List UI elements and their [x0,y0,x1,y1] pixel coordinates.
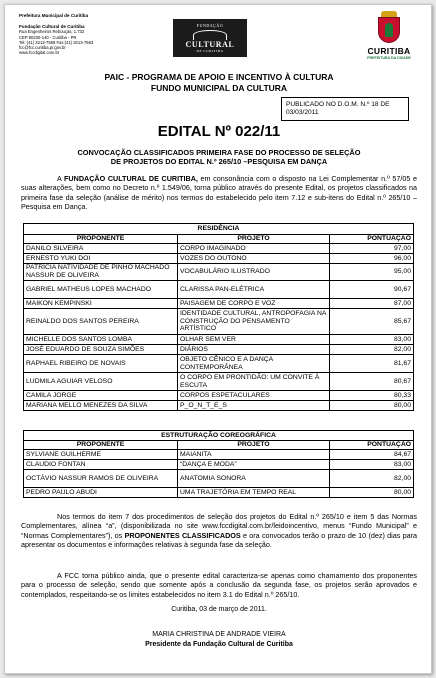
para2-pre: Nos termos do item 7 dos procedimentos de seleção dos projetos do Edital n.º 265/10 e item 5 das Normas Complementares, alínea “a”, (disponibilizada no site www.fccdigital.com.br/leidoincentivo, menus “Fundo Municipal” e “Normas Complementares”), os [21,512,417,540]
table-row: MAIKON KEMPINSKI PAISAGEM DE CORPO E VOZ 87,00 [24,299,414,309]
logo-arch-icon [193,30,227,40]
document-page [4,4,432,674]
address-line: Tel: (41) 3213-7559 Fax:(41) 3213-7563 [19,39,94,45]
table-row: MICHELLE DOS SANTOS LOMBA OLHAR SEM VER 83,00 [24,335,414,345]
residencia-table [23,223,414,411]
signature-name: MARIA CHRISTINA DE ANDRADE VIEIRA [152,631,286,638]
fundacao-cultural-logo [173,19,247,57]
table-section-title: RESIDÊNCIA [24,224,414,235]
col-header-projeto: PROJETO [178,441,330,450]
table-row: CLAUDIO FONTAN “DANÇA E MODA” 83,00 [24,460,414,470]
table-row: JOSÉ EDUARDO DE SOUZA SIMÕES DIÁRIOS 82,00 [24,345,414,355]
logo-small-text: FUNDAÇÃO [196,23,224,28]
table-row: MARIANA MELLO MENEZES DA SILVA P_O_N_T_E_S 80,00 [24,401,414,411]
curitiba-city-logo [357,11,421,60]
city-name: CURITIBA [367,46,411,56]
logo-big-text: CULTURAL [185,40,235,49]
prefeitura-label: Prefeitura Municipal de Curitiba [19,13,89,18]
estruturacao-table [23,430,414,498]
table-row: CAMILA JORGE CORPOS ESPETACULARES 80,33 [24,391,414,401]
address-line: Rua Engenheiros Rebouças, 1.732 [19,29,85,35]
fundacao-label: Fundação Cultural de Curitiba [19,24,85,30]
table-row: SYLVIANE GUILHERME MAIANITA 84,67 [24,450,414,460]
table-row: LUDMILA AGUIAR VELOSO O CORPO EM PRONTIDÃO: UM CONVITE À ESCUTA 80,67 [24,373,414,391]
header-address-block [19,13,139,55]
published-box: PUBLICADO NO D.O.M. N.º 18 DE 03/03/2011 [281,97,409,121]
col-header-proponente: PROPONENTE [24,235,178,244]
table-row: DANILO SILVEIRA CORPO IMAGINADO 97,00 [24,244,414,254]
table-row: REINALDO DOS SANTOS PEREIRA IDENTIDADE CULTURAL, ANTROPOFAGIA NA CONSTRUÇÃO DO PENSAMENTO ARTÍSTICO 85,67 [24,309,414,335]
table-row: OCTÁVIO NASSUR RAMOS DE OLIVEIRA ANATOMIA SONORA 82,00 [24,470,414,488]
table-section-title: ESTRUTURAÇÃO COREOGRÁFICA [24,431,414,441]
signature-title: Presidente da Fundação Cultural de Curitiba [145,641,293,648]
fund-title: FUNDO MUNICIPAL DA CULTURA [150,83,288,93]
table-row: GABRIEL MATHEUS LOPES MACHADO CLARISSA PAN-ELÉTRICA 90,67 [24,281,414,299]
intro-post: em consonância com o disposto na Lei Complementar n.º 57/05 e suas alterações, bem como no Decreto n.º 1.549/06, torna público através do presente Edital, os projetos classificados na primeira fase da seleção (análise de mérito) nos termos do estabelecido pelo item 7.12 e sub-itens do Edital n.º 265/10 – Pesquisa em Dança. [21,174,417,211]
col-header-pontuacao: PONTUAÇÃO [330,235,414,244]
col-header-proponente: PROPONENTE [24,441,178,450]
logo-line-text: DE CURITIBA [196,49,224,53]
subtitle-line-1: CONVOCAÇÃO CLASSIFICADOS PRIMEIRA FASE DO PROCESSO DE SELEÇÃO [77,148,361,157]
city-subtitle: PREFEITURA DA CIDADE [367,56,411,60]
table-row: PEDRO PAULO ABUDI UMA TRAJETÓRIA EM TEMPO REAL 80,00 [24,488,414,498]
para2-post: e ora convocados terão o prazo de 10 (dez) dias para apresentar os documentos e informações relativas à segunda fase da seleção. [21,530,418,549]
col-header-pontuacao: PONTUAÇÃO [330,441,414,450]
intro-paragraph [21,174,417,211]
convocation-paragraph [21,512,417,549]
address-line: CEP 80230-140 - Curitiba - PR [19,34,77,40]
edital-title: EDITAL Nº 022/11 [157,123,281,140]
program-title: PAIC - PROGRAMA DE APOIO E INCENTIVO À CULTURA [104,72,334,82]
notice-paragraph: A FCC torna público ainda, que o presente edital caracteriza-se apenas como chamamento dos proponentes para o processo de seleção, sendo que somente após a conclusão da segunda fase, os projetos serão aprovados e contemplados, respeitando-se os limites estabelecidos no item 3.1 do Edital n.º 265/10. [21,571,417,599]
subtitle-line-2: DE PROJETOS DO EDITAL N.º 265/10 –PESQUISA EM DANÇA [110,157,328,166]
table-row: ERNESTO YUKI DOI VOZES DO OUTONO 96,00 [24,254,414,264]
intro-bold: FUNDAÇÃO CULTURAL DE CURITIBA, [64,174,198,183]
coat-of-arms-icon [374,11,404,45]
col-header-projeto: PROJETO [178,235,330,244]
address-line: fcc@fcc.curitiba.pr.gov.br [19,45,66,51]
intro-pre: A [57,174,65,183]
table-row: PATRÍCIA NATIVIDADE DE PINHO MACHADO NASSUR DE OLIVEIRA VOCABULÁRIO ILUSTRADO 95,00 [24,264,414,281]
address-line: www.fccdigital.com.br [19,50,60,56]
date-line: Curitiba, 03 de março de 2011. [171,606,267,613]
para2-bold: PROPONENTES CLASSIFICADOS [124,530,241,540]
table-row: RAPHAEL RIBEIRO DE NOVAIS OBJETO CÊNICO E A DANÇA CONTEMPORÂNEA 81,67 [24,355,414,373]
